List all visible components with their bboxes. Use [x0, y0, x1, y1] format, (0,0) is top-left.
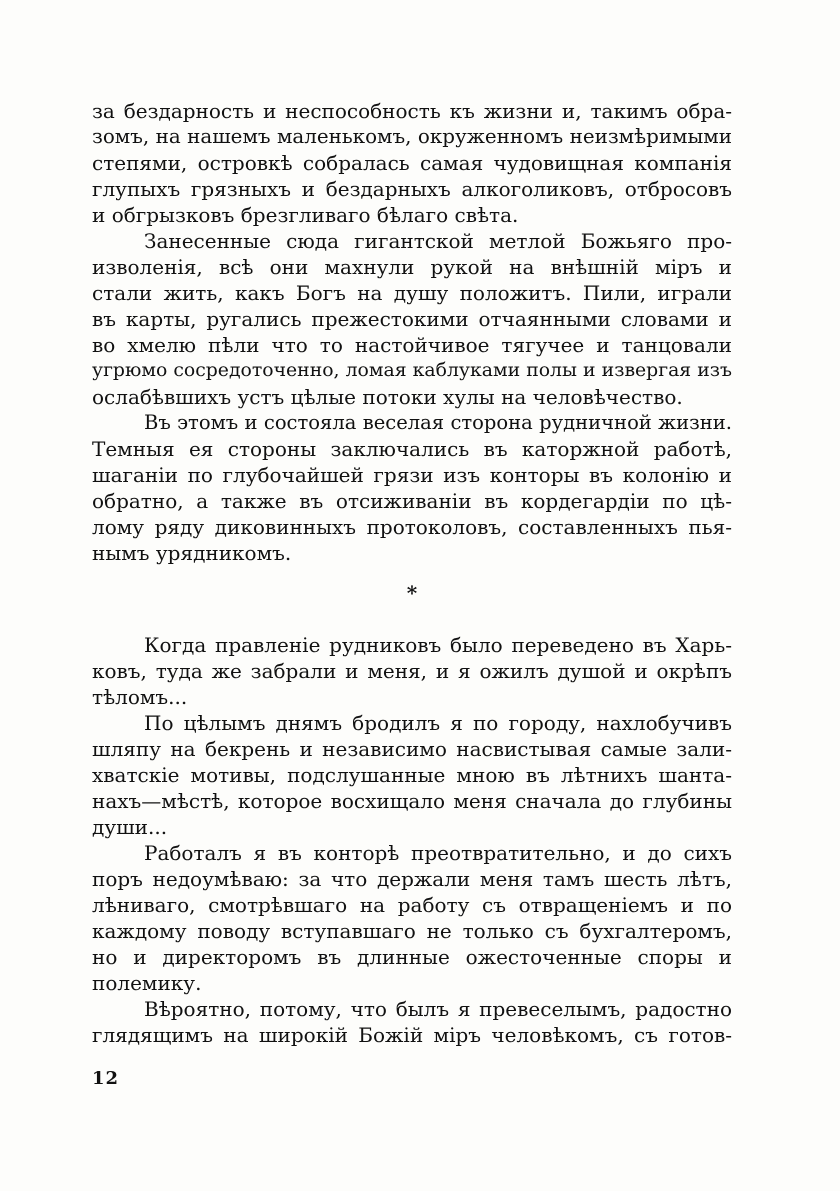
text-line: лѣниваго, смотрѣвшаго на работу съ отвращеніемъ и по: [92, 893, 732, 917]
text-line: ослабѣвшихъ устъ цѣлые потоки хулы на человѣчество.: [92, 385, 683, 409]
paragraph: [92, 98, 732, 228]
text-line: Въ этомъ и состояла веселая сторона рудничной жизни.: [144, 411, 732, 434]
text-line: Вѣроятно, потому, что былъ я превеселымъ, радостно: [144, 997, 732, 1021]
text-line: шляпу на бекрень и независимо насвистывая самые зали-: [92, 737, 732, 761]
section-gap: [92, 620, 732, 632]
text-line: лому ряду диковинныхъ протоколовъ, составленныхъ пья-: [92, 515, 732, 539]
paragraph: [92, 840, 732, 996]
text-line: По цѣлымъ днямъ бродилъ я по городу, нахлобучивъ: [144, 711, 732, 735]
text-line: Когда правленіе рудниковъ было переведено въ Харь-: [144, 633, 732, 657]
text-line: хватскіе мотивы, подслушанные мною въ лѣтнихъ шанта-: [92, 763, 732, 787]
text-line: ковъ, туда же забрали и меня, и я ожилъ душой и окрѣпъ: [92, 659, 732, 683]
text-line: каждому поводу вступавшаго не только съ бухгалтеромъ,: [92, 919, 732, 943]
text-line: тѣломъ...: [92, 685, 188, 709]
text-line: степями, островкѣ собралась самая чудовищная компанія: [92, 151, 732, 175]
text-line: но и директоромъ въ длинные ожесточенные споры и: [92, 945, 732, 969]
text-line: Темныя ея стороны заключались въ каторжной работѣ,: [92, 437, 732, 461]
body-text: [92, 98, 732, 1048]
text-line: шаганіи по глубочайшей грязи изъ конторы въ колонію и: [92, 463, 732, 487]
text-line: зомъ, на нашемъ маленькомъ, окруженномъ неизмѣримыми: [92, 125, 732, 148]
section-separator: *: [406, 581, 418, 605]
text-line: въ карты, ругались прежестокими отчаянными словами и: [92, 307, 732, 331]
paragraph: [92, 410, 732, 566]
page-number: 12: [92, 1068, 120, 1089]
text-line: стали жить, какъ Богъ на душу положитъ. Пили, играли: [92, 281, 732, 305]
paragraph: [92, 228, 732, 410]
paragraph: [92, 710, 732, 840]
text-line: во хмелю пѣли что то настойчивое тягучее и танцовали: [92, 333, 732, 357]
text-line: глядящимъ на широкій Божій міръ человѣкомъ, съ готов-: [92, 1023, 732, 1047]
text-line: полемику.: [92, 971, 202, 995]
text-line: угрюмо сосредоточенно, ломая каблуками полы и извергая изъ: [92, 360, 732, 381]
paragraph: [92, 996, 732, 1048]
text-line: Занесенные сюда гигантской метлой Божьяго про-: [144, 229, 732, 253]
text-line: нымъ урядникомъ.: [92, 541, 292, 565]
text-line: за бездарность и неспособность къ жизни и, такимъ обра-: [92, 99, 732, 123]
text-line: обратно, а также въ отсиживаніи въ кордегардіи по цѣ-: [92, 489, 732, 513]
text-line: Работалъ я въ конторѣ преотвратительно, и до сихъ: [144, 841, 732, 865]
text-line: и обгрызковъ брезгливаго бѣлаго свѣта.: [92, 203, 519, 227]
text-line: глупыхъ грязныхъ и бездарныхъ алкоголиковъ, отбросовъ: [92, 177, 732, 201]
paragraph: [92, 632, 732, 710]
text-line: души...: [92, 815, 168, 839]
text-line: поръ недоумѣваю: за что держали меня тамъ шесть лѣтъ,: [92, 867, 732, 891]
text-line: нахъ—мѣстѣ, которое восхищало меня сначала до глубины: [92, 789, 732, 813]
text-line: изволенія, всѣ они махнули рукой на внѣшній міръ и: [92, 255, 732, 279]
